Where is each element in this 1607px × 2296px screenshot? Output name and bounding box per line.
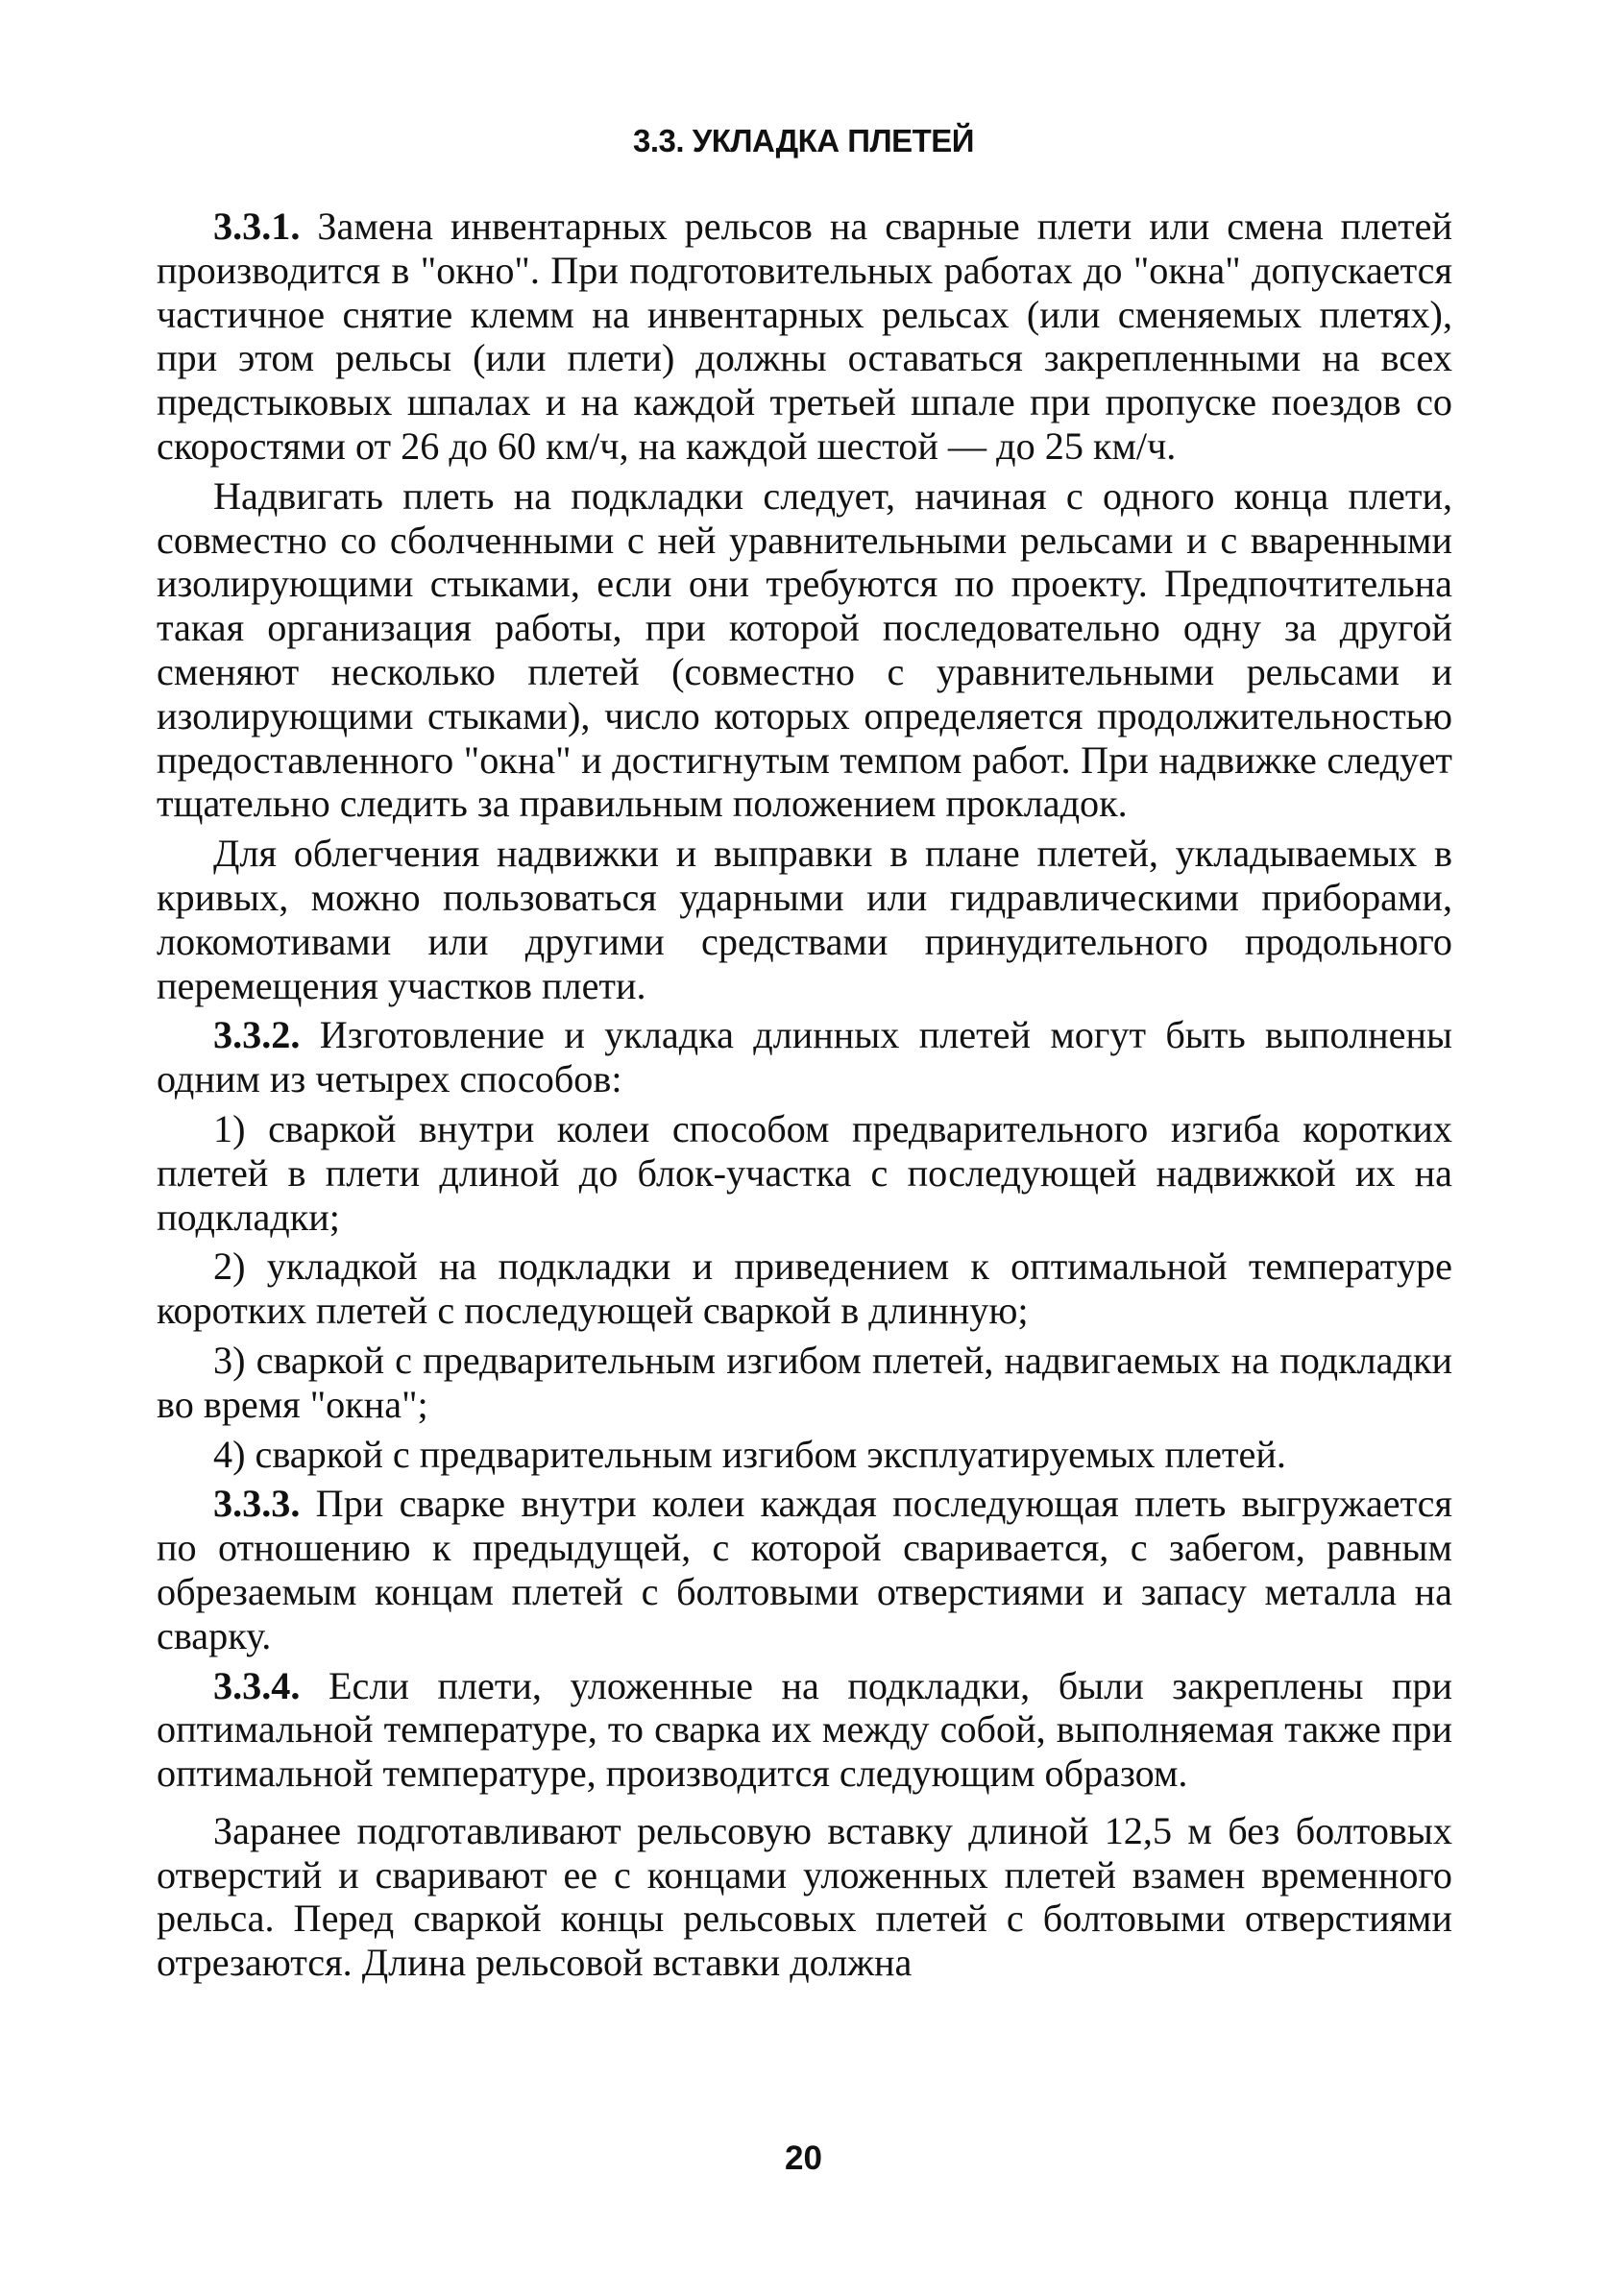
paragraph [157, 832, 1452, 1007]
paragraph-text: При сварке внутри колеи каждая последующая плеть выгружается по отношению к предыдущей, с которой сваривается, с забегом, равным обрезаемым концам плетей с болтовыми отверстиями и запасу металла на сварку. [157, 1482, 1452, 1657]
paragraph-text: Изготовление и укладка длинных плетей могут быть выполнены одним из четырех способов: [157, 1013, 1452, 1101]
paragraph-text: 2) укладкой на подкладки и приведением к оптимальной температуре коротких плетей с последующей сваркой в длинную; [157, 1245, 1452, 1333]
section-heading: 3.3. УКЛАДКА ПЛЕТЕЙ [632, 123, 974, 158]
clause-number: 3.3.2. [213, 1013, 301, 1057]
paragraph-text: 3) сваркой с предварительным изгибом плетей, надвигаемых на подкладки во время "окна"; [157, 1338, 1452, 1426]
paragraph [157, 205, 1452, 469]
paragraph [157, 1482, 1452, 1657]
paragraph-text: 4) сваркой с предварительным изгибом эксплуатируемых плетей. [213, 1432, 1286, 1476]
paragraph-text: 1) сваркой внутри колеи способом предварительного изгиба коротких плетей в плети длиной до блок-участка с последующей надвижкой их на подкладки; [157, 1106, 1452, 1239]
body-text [157, 205, 1452, 1991]
clause-number: 3.3.1. [213, 205, 301, 248]
list-item [157, 1245, 1452, 1333]
page-number: 20 [785, 2139, 822, 2177]
paragraph [157, 474, 1452, 826]
paragraph-text: Для облегчения надвижки и выправки в плане плетей, укладываемых в кривых, можно пользоваться ударными или гидравлическими приборами, локомотивами или другими средствами принудительного продольного перемещения участков плети. [157, 832, 1452, 1007]
paragraph [157, 1013, 1452, 1101]
clause-number: 3.3.4. [213, 1663, 301, 1707]
paragraph-text: Замена инвентарных рельсов на сварные плети или смена плетей производится в "окно". При подготовительных работах до "окна" допускается частичное снятие клемм на инвентарных рельсах (или сменяемых плетях), при этом рельсы (или плети) должны оставаться закрепленными на всех предстыковых шпалах и на каждой третьей шпале при пропуске поездов со скоростями от 26 до 60 км/ч, на каждой шестой — до 25 км/ч. [157, 205, 1452, 468]
paragraph-text: Если плети, уложенные на подкладки, были закреплены при оптимальной температуре, то сварка их между собой, выполняемая также при оптимальной температуре, производится следующим образом. [157, 1663, 1452, 1796]
list-item [157, 1339, 1452, 1427]
list-item [157, 1107, 1452, 1239]
paragraph [157, 1664, 1452, 1796]
paragraph [157, 1809, 1452, 1985]
list-item [157, 1433, 1452, 1477]
paragraph-text: Надвигать плеть на подкладки следует, начиная с одного конца плети, совместно со сболченными с ней уравнительными рельсами и с вваренными изолирующими стыками, если они требуются по проекту. Предпочтительна такая организация работы, при которой последовательно одну за другой сменяют несколько плетей (совместно с уравнительными рельсами и изолирующими стыками), число которых определяется продолжительностью предоставленного "окна" и достигнутым темпом работ. При надвижке следует тщательно следить за правильным положением прокладок. [157, 473, 1452, 826]
paragraph-text: Заранее подготавливают рельсовую вставку длиной 12,5 м без болтовых отверстий и сваривают ее с концами уложенных плетей взамен временного рельса. Перед сваркой концы рельсовых плетей с болтовыми отверстиями отрезаются. Длина рельсовой вставки должна [157, 1808, 1452, 1985]
clause-number: 3.3.3. [213, 1482, 301, 1526]
